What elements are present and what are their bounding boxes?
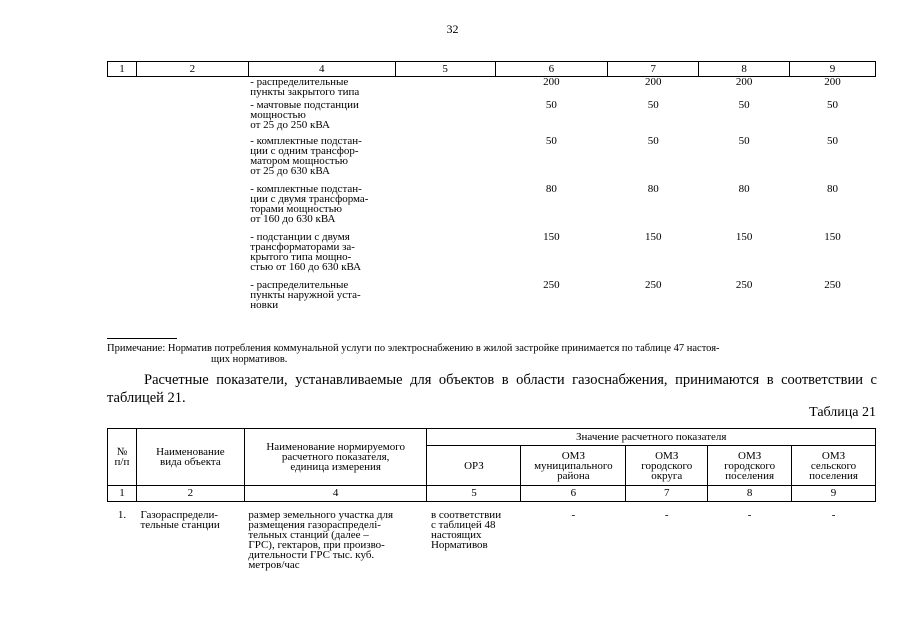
value-cell: 250: [543, 278, 560, 291]
table-row: [108, 502, 876, 571]
cell-line: настоящих: [430, 529, 482, 541]
empty-cell: [136, 232, 248, 280]
table-row: [108, 136, 876, 184]
header-line: ОМЗ: [655, 449, 679, 462]
value-cell: 50: [827, 98, 839, 111]
cell-line: трансформаторами за-: [250, 240, 355, 253]
header-line: вида объекта: [160, 456, 221, 468]
value-cell: 80: [545, 182, 557, 195]
object-description: [248, 184, 395, 232]
header-line: ОМЗ: [561, 449, 585, 462]
value-cell: 200: [543, 76, 560, 88]
header-num: [108, 429, 137, 486]
empty-cell: [136, 77, 248, 100]
header-omz-sp: [792, 446, 876, 486]
col-number: 2: [136, 486, 244, 502]
header-omz-gp: [708, 446, 792, 486]
header-orz: ОРЗ: [427, 446, 521, 486]
cell-line: ГРС), гектаров, при произво-: [248, 539, 385, 551]
cell-line: метров/час: [248, 559, 300, 571]
col-number: 4: [244, 486, 427, 502]
table-row: [108, 100, 876, 136]
col-number: 2: [136, 62, 248, 77]
header-object-type: [136, 429, 244, 486]
col-number: 4: [248, 62, 395, 77]
cell-line: с таблицей 48: [430, 519, 496, 531]
header-line: Наименование нормируемого: [266, 441, 405, 453]
value-cell: 80: [647, 182, 659, 195]
row-number: 1.: [117, 509, 127, 521]
header-value-group: Значение расчетного показателя: [427, 429, 876, 446]
value-cell: 150: [735, 230, 753, 243]
empty-cell: [136, 136, 248, 184]
header-omz-mr: [521, 446, 626, 486]
table-row: [108, 184, 876, 232]
value-cell: 200: [645, 76, 662, 88]
cell-line: от 25 до 250 кВА: [250, 118, 330, 131]
header-omz-go: [626, 446, 708, 486]
empty-cell: [395, 280, 495, 326]
omz-mr-value: -: [571, 509, 576, 521]
table-body: [108, 502, 876, 571]
cell-line: ции с одним трансфор-: [250, 144, 359, 157]
col-number: 8: [699, 62, 790, 77]
col-number: 9: [792, 486, 876, 502]
object-description: [248, 136, 395, 184]
cell-line: размещения газораспределі-: [248, 519, 381, 531]
empty-cell: [108, 280, 137, 326]
object-type: [136, 502, 244, 571]
empty-cell: [136, 184, 248, 232]
header-line: ОМЗ: [821, 449, 846, 462]
header-line: района: [557, 469, 590, 482]
col-number: 6: [495, 62, 608, 77]
cell-line: тельных станций (далее –: [248, 529, 369, 541]
table-row: [108, 280, 876, 326]
header-line: городского: [724, 459, 776, 472]
value-cell: 50: [738, 98, 750, 111]
value-cell: 250: [645, 278, 662, 291]
value-cell: 50: [738, 134, 750, 147]
table-body: [108, 77, 876, 326]
omz-go-value: -: [664, 509, 669, 521]
col-number: 6: [521, 486, 626, 502]
cell-line: - распределительные: [250, 278, 349, 291]
cell-line: дительности ГРС тыс. куб.: [248, 549, 375, 561]
value-cell: 80: [738, 182, 750, 195]
value-cell: 50: [827, 134, 839, 147]
continued-table: [107, 61, 876, 326]
col-number: 1: [108, 62, 137, 77]
value-cell: 80: [827, 182, 839, 195]
header-line: сельского: [810, 459, 857, 472]
cell-line: матором мощностью: [250, 154, 348, 167]
empty-cell: [395, 136, 495, 184]
object-description: [248, 232, 395, 280]
empty-cell: [108, 136, 137, 184]
column-number-row: [108, 62, 876, 77]
cell-line: размер земельного участка для: [248, 509, 394, 521]
col-number: 9: [790, 62, 876, 77]
col-number: 5: [427, 486, 521, 502]
header-line: муниципального: [534, 459, 613, 472]
empty-cell: [395, 232, 495, 280]
value-cell: 250: [824, 278, 841, 291]
value-cell: 50: [545, 134, 557, 147]
footnote-rule: [107, 338, 177, 339]
note-line: Примечание: Норматив потребления коммунальной услуги по электроснабжению в жилой застройке принимается по таблице 47 настоя-: [107, 343, 720, 354]
value-cell: 150: [543, 230, 560, 243]
orz-value: [427, 502, 521, 571]
header-indicator: [244, 429, 427, 486]
value-cell: 150: [824, 230, 841, 243]
header-line: п/п: [114, 456, 130, 468]
object-description: [248, 100, 395, 136]
value-cell: 200: [735, 76, 753, 88]
col-number: 1: [108, 486, 137, 502]
header-row-1: [108, 429, 876, 446]
gas-supply-table: [107, 428, 876, 570]
value-cell: 250: [735, 278, 753, 291]
col-number: 7: [608, 62, 699, 77]
object-description: [248, 280, 395, 326]
indicator-name: [244, 502, 427, 571]
value-cell: 50: [647, 134, 659, 147]
cell-line: - распределительные: [250, 76, 349, 88]
cell-line: стью от 160 до 630 кВА: [250, 260, 362, 273]
header-line: городского: [641, 459, 693, 472]
header-line: поселения: [725, 469, 775, 482]
cell-line: от 160 до 630 кВА: [250, 212, 336, 225]
cell-line: торами мощностью: [250, 202, 342, 215]
body-paragraph: Расчетные показатели, устанавливаемые для объектов в области газоснабжения, принимаются в соответствии с таблицей 21.: [107, 372, 877, 406]
empty-cell: [108, 100, 137, 136]
cell-line: - комплектные подстан-: [250, 182, 362, 195]
header-line: поселения: [809, 469, 858, 482]
empty-cell: [136, 100, 248, 136]
value-cell: 150: [645, 230, 662, 243]
table-note: [107, 343, 877, 365]
table-caption: Таблица 21: [809, 405, 876, 420]
cell-line: ции с двумя трансформа-: [250, 192, 369, 205]
empty-cell: [108, 232, 137, 280]
empty-cell: [108, 77, 137, 100]
cell-line: тельные станции: [140, 519, 220, 531]
col-number: 5: [395, 62, 495, 77]
header-line: округа: [651, 469, 683, 482]
cell-line: новки: [250, 298, 279, 311]
cell-line: - мачтовые подстанции: [250, 98, 359, 111]
note-line: щих нормативов.: [211, 354, 288, 365]
page-number: 32: [446, 22, 459, 36]
header-line: расчетного показателя,: [281, 451, 390, 463]
cell-line: пункты закрытого типа: [250, 86, 360, 98]
empty-cell: [136, 280, 248, 326]
cell-line: Газораспредели-: [140, 509, 219, 521]
empty-cell: [395, 100, 495, 136]
cell-line: пункты наружной уста-: [250, 288, 361, 301]
cell-line: Нормативов: [430, 539, 488, 551]
col-number: 7: [626, 486, 708, 502]
object-description: [248, 77, 395, 100]
omz-gp-value: -: [747, 509, 752, 521]
value-cell: 50: [647, 98, 659, 111]
cell-line: мощностью: [250, 108, 306, 121]
empty-cell: [108, 184, 137, 232]
column-number-row: [108, 486, 876, 502]
cell-line: - комплектные подстан-: [250, 134, 362, 147]
header-line: единица измерения: [290, 461, 381, 473]
cell-line: от 25 до 630 кВА: [250, 164, 330, 177]
table-row: [108, 77, 876, 100]
header-line: ОМЗ: [738, 449, 762, 462]
table-row: [108, 232, 876, 280]
omz-sp-value: -: [831, 509, 836, 521]
value-cell: 50: [545, 98, 557, 111]
value-cell: 200: [824, 76, 841, 88]
empty-cell: [395, 77, 495, 100]
header-line: №: [116, 446, 128, 458]
cell-line: крытого типа мощно-: [250, 250, 352, 263]
cell-line: - подстанции с двумя: [250, 230, 350, 243]
empty-cell: [395, 184, 495, 232]
col-number: 8: [708, 486, 792, 502]
header-line: Наименование: [156, 446, 225, 458]
cell-line: в соответствии: [430, 509, 502, 521]
